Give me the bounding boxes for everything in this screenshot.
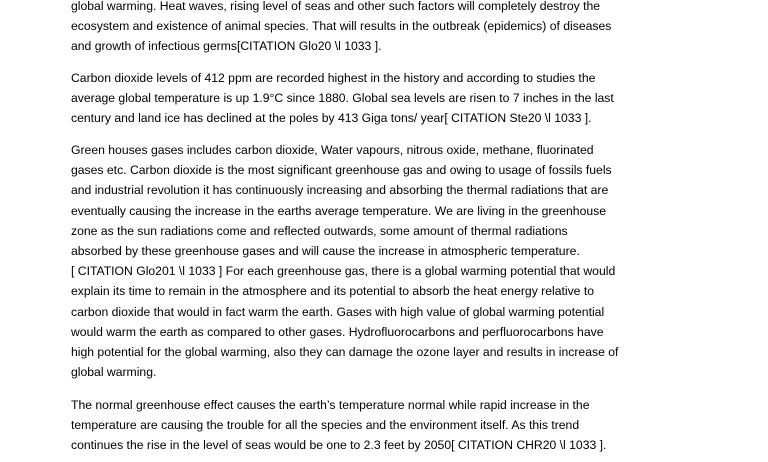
text-line: continues the rise in the level of seas would be one to 2.3 feet by 2050[ CITATION CHR20 \l 1033 ].: [71, 438, 607, 453]
text-line: high potential for the global warming, also they can damage the ozone layer and results in increase of: [71, 344, 619, 359]
text-line: explain its time to remain in the atmosphere and its potential to absorb the heat energy relative to: [71, 284, 595, 299]
paragraph-greenhouse-gases: [71, 140, 711, 382]
text-line: Carbon dioxide levels of 412 ppm are recorded highest in the history and according to studies the: [71, 71, 596, 85]
text-line: Green houses gases includes carbon dioxide, Water vapours, nitrous oxide, methane, fluorinated: [71, 143, 594, 157]
text-line: global warming. Heat waves, rising level of seas and other such factors will completely destroy the: [71, 0, 601, 13]
text-line: gases etc. Carbon dioxide is the most significant greenhouse gas and owing to usage of fossils fuels: [71, 163, 612, 178]
text-line: ecosystem and existence of animal species. That will results in the outbreak (epidemics) of diseases: [71, 19, 612, 34]
text-line: carbon dioxide that would in fact warm the earth. Gases with high value of global warming potential: [71, 304, 605, 319]
text-line: century and land ice has declined at the poles by 413 Giga tons/ year[ CITATION Ste20 \l 1033 ].: [71, 111, 592, 126]
text-line: [ CITATION Glo201 \l 1033 ] For each greenhouse gas, there is a global warming potential that would: [71, 264, 616, 279]
paragraph-carbon-dioxide-levels: [71, 68, 711, 129]
text-line: The normal greenhouse effect causes the earth’s temperature normal while rapid increase in the: [71, 398, 590, 412]
text-line: eventually causing the increase in the earths average temperature. We are living in the greenhouse: [71, 203, 606, 218]
text-line: zone as the sun radiations come and reflected outwards, some amount of thermal radiations: [71, 223, 568, 238]
text-line: and industrial revolution it has continuously increasing and absorbing the thermal radiations that are: [71, 183, 609, 198]
text-line: temperature are causing the trouble for all the species and the environment itself. As this trend: [71, 418, 580, 433]
text-line: would warm the earth as compared to other gases. Hydrofluorocarbons and perfluorocarbons have: [71, 324, 604, 339]
text-line: average global temperature is up 1.9°C since 1880. Global sea levels are risen to 7 inches in the last: [71, 91, 614, 106]
paragraph-global-warming-effects: [71, 0, 711, 57]
text-line: global warming.: [71, 365, 157, 380]
text-line: and growth of infectious germs[CITATION Glo20 \l 1033 ].: [71, 39, 382, 54]
text-line: absorbed by these greenhouse gases and will cause the increase in atmospheric temperature.: [71, 243, 580, 258]
paragraph-normal-greenhouse-effect: [71, 395, 711, 456]
